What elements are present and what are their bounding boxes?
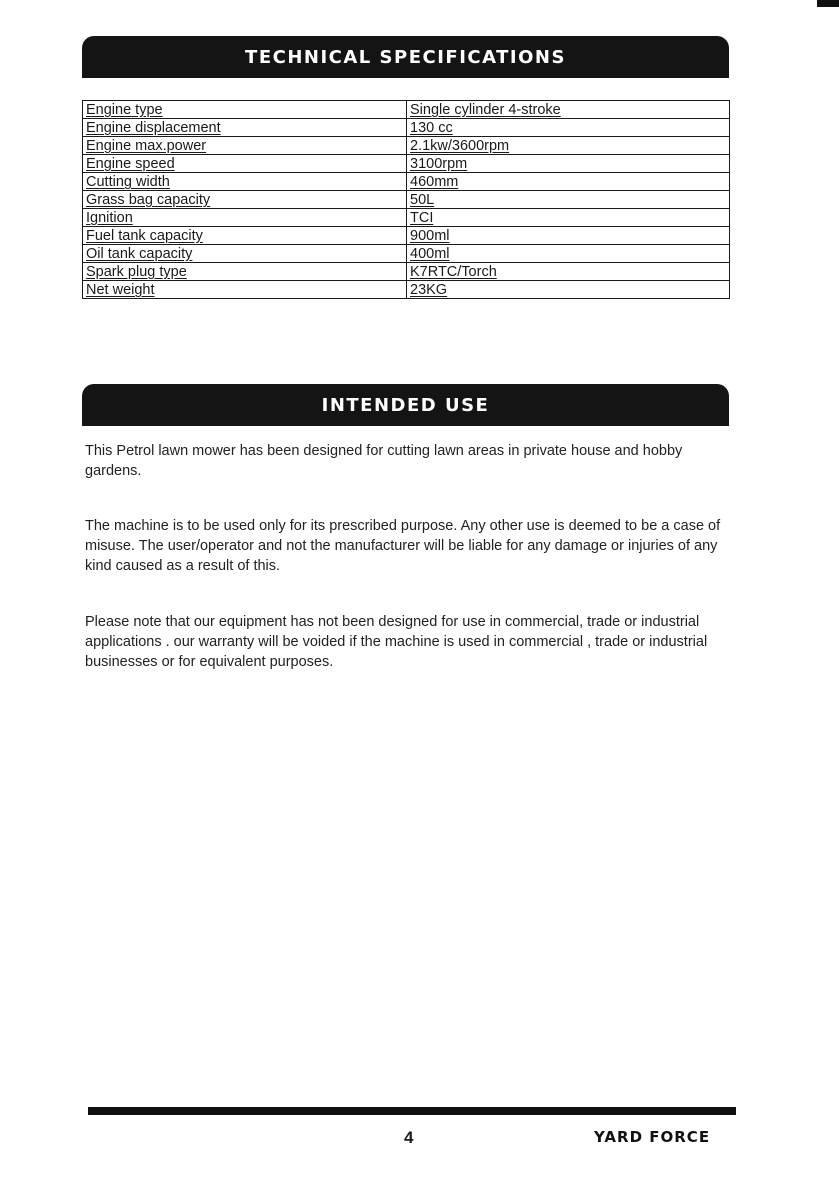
- spec-row: [83, 245, 730, 263]
- spec-row: [83, 119, 730, 137]
- spec-label: Oil tank capacity: [83, 245, 407, 263]
- spec-label: Grass bag capacity: [83, 191, 407, 209]
- specifications-table: [82, 100, 730, 299]
- spec-row: [83, 173, 730, 191]
- page-number: 4: [404, 1128, 414, 1147]
- spec-value: 2.1kw/3600rpm: [407, 137, 730, 155]
- technical-specifications-heading: TECHNICAL SPECIFICATIONS: [82, 36, 729, 78]
- footer-rule: [88, 1107, 736, 1115]
- intended-use-paragraph-1: This Petrol lawn mower has been designed for cutting lawn areas in private house and hobby gardens.: [85, 443, 683, 479]
- spec-value: Single cylinder 4-stroke: [407, 101, 730, 119]
- intended-use-paragraph-3: Please note that our equipment has not been designed for use in commercial, trade or industrial applications . our warranty will be voided if the machine is used in commercial , trade or industrial businesses or for equivalent purposes.: [85, 614, 708, 670]
- spec-label: Fuel tank capacity: [83, 227, 407, 245]
- brand-logo: YARD FORCE: [594, 1128, 711, 1146]
- spec-label: Net weight: [83, 281, 407, 299]
- spec-label: Cutting width: [83, 173, 407, 191]
- spec-value: 23KG: [407, 281, 730, 299]
- spec-row: [83, 101, 730, 119]
- intended-use-heading: INTENDED USE: [82, 384, 729, 426]
- spec-value: 50L: [407, 191, 730, 209]
- spec-row: [83, 191, 730, 209]
- spec-label: Engine displacement: [83, 119, 407, 137]
- intended-use-paragraph-2: The machine is to be used only for its prescribed purpose. Any other use is deemed to be a case of misuse. The user/operator and not the manufacturer will be liable for any damage or injuries of any kind caused as a result of this.: [85, 518, 721, 574]
- corner-mark: [817, 0, 839, 7]
- spec-value: K7RTC/Torch: [407, 263, 730, 281]
- spec-value: 3100rpm: [407, 155, 730, 173]
- spec-row: [83, 281, 730, 299]
- spec-value: 460mm: [407, 173, 730, 191]
- spec-label: Engine speed: [83, 155, 407, 173]
- spec-row: [83, 263, 730, 281]
- spec-value: 900ml: [407, 227, 730, 245]
- spec-value: 130 cc: [407, 119, 730, 137]
- spec-row: [83, 227, 730, 245]
- spec-value: 400ml: [407, 245, 730, 263]
- spec-row: [83, 137, 730, 155]
- spec-label: Engine max.power: [83, 137, 407, 155]
- spec-label: Spark plug type: [83, 263, 407, 281]
- spec-label: Engine type: [83, 101, 407, 119]
- spec-label: Ignition: [83, 209, 407, 227]
- spec-value: TCI: [407, 209, 730, 227]
- spec-row: [83, 155, 730, 173]
- spec-row: [83, 209, 730, 227]
